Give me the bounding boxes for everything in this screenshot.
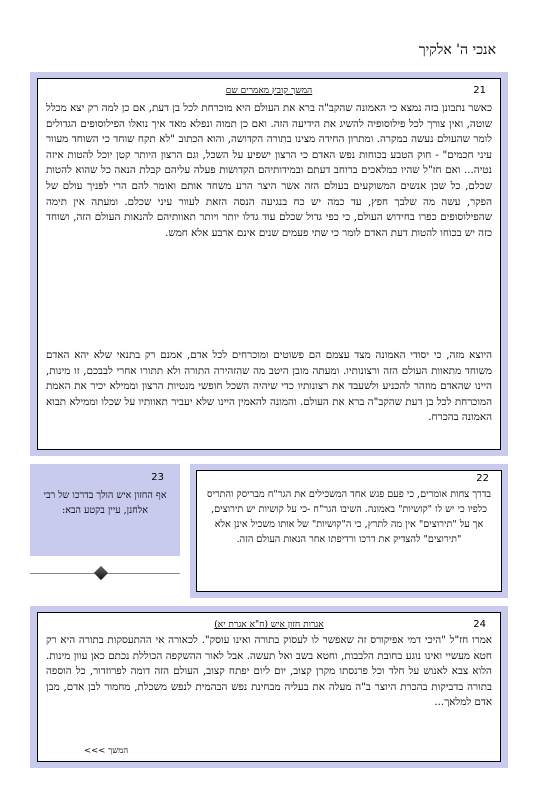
box23-number: 23 <box>151 472 164 483</box>
box21-source: המשך קובץ מאמרים שם <box>225 86 313 96</box>
box22 <box>196 470 502 592</box>
box21-paragraph1: כאשר נתבונן בזה נמצא כי האמונה שהקב"ה ברא את העולם היא מוכרחת לכל בן דעת, אם כן למה רק יצא מכלל שוטה, ואין צורך לכל פילוסופיה להשיג את הידיעה הזה. ואם כן תמוה ונפלא מאד איך נואלו הפילוסופים הגדולים לומר שהעולם נעשה במקרה. ומתרון החידה מצינו בתורה הקדושה, והוא הכתוב "לא תקח שוחד כי השוחד מעוור עיני חכמים" - חוק הטבע בכוחות נפש האדם כי הרצון ישפיע על השכל, וגם הרצון היותר קטן יוכל להטות איזה נטיה... ואם חז"ל שהיו כמלאכים ברוחב דעתם ובמידותיהם הקדושות פעלה עליהם קבלת הנאה כל שהוא להטות שכלם, כל שכן אנשים המשוקעים בעולם הזה אשר היצר הרע משחד אותם ואומר להם הרי לפניך עולם של הפקר, עשה מה שלבך חפץ, עד כמה יש כח בנגיעה הנסה הזאת לעוור עיני שכלם. ומעתה אין תימה שהפילוסופים כפרו בחידוש העולם, כי כפי גדול שכלם עוד גדלו יותר ויותר תאוותיהם להנאות העולם הזה, ושוחד כזה יש בכוחו להטות דעת האדם לומר כי שתי פעמים שנים אינם ארבע אלא חמש. <box>46 102 492 239</box>
box21-header <box>46 85 492 99</box>
box21-number: 21 <box>473 85 486 96</box>
box22-number: 22 <box>476 473 489 484</box>
box24-text: אמרו חז"ל "היכי דמי אפיקורס זה שאפשר לו לעסוק בתורה ואינו עוסק". לכאורה אי ההתעסקות בתורה היא רק חטא מעשיי ואינו נוגע בחובת הלבבות, וחטא בשב ואל תעשה. אבל לאור ההשקפה הכוללת נכתם כאן עוון מינות. הלוא צבא לאנוש על חלד וכל פרנסתו מקרן קצוב, יום ליום יפתח קצוב, העולם הזה דומה לפרוזדור, כל הוספה בתורה בדביקות בהכרת היוצר ב"ה מעלה את בעליה מבחינת נפש הבהמית לנפש משכלת, מחמור לבן אדם, מבן אדם למלאך... <box>46 634 492 709</box>
box21 <box>37 78 501 450</box>
box23-text: אף החזון איש הולך בדרכו של רבי אלחנן, עיין בקטע הבא: <box>43 490 167 516</box>
box23-header <box>40 472 170 486</box>
diamond-divider <box>30 568 180 580</box>
box23 <box>36 470 174 550</box>
continuation-label: המשך >>> <box>84 746 129 756</box>
box24-header <box>46 619 492 633</box>
box24 <box>37 612 501 762</box>
box22-text: בדרך צחות אומרים, כי פעם פגש אחד המשכילים את הגר"ח מבריסק והתריס כלפיו כי יש לו "קושיות" באמונה. השיבו הגר"ח -כי על קושיות יש תירוצים, אך על "תירוצים" אין מה לתרץ, כי ה"קושיות" של אותו משכיל אינן אלא "תירוצים" להצדיק את דרכו ורדיפתו אחר הנאות העולם הזה. <box>207 489 491 545</box>
page-title: אנכי ה' אלקיך <box>418 42 496 58</box>
diamond-icon <box>94 566 108 580</box>
box21-paragraph2: היוצא מזה, כי יסודי האמונה מצד עצמם הם פשוטים ומוכרחים לכל אדם, אמנם רק בתנאי שלא יהא האדם משוחד מתאוות העולם הזה ורצונותיו. ומעתה מובן היטב מה שהזהירה התורה ולא תתורו אחרי לבבכם, זו מינות, היינו שהאדם מוזהר להכניע ולשעבד את רצונותיו כדי שיהיה השכל חופשי מנטיות הרצון וממילא יכיר את האמת המוכרחת לכל בן דעת שהקב"ה ברא את העולם. והמונה להאמין היינו שלא יעביר תאוותיו על שכלו וממילא תבוא האמונה בהכרח. <box>46 349 492 424</box>
box22-header <box>203 473 495 487</box>
box24-source: אגרות חזון איש (ח"א אגרת יא) <box>214 620 324 630</box>
box24-number: 24 <box>473 619 486 630</box>
